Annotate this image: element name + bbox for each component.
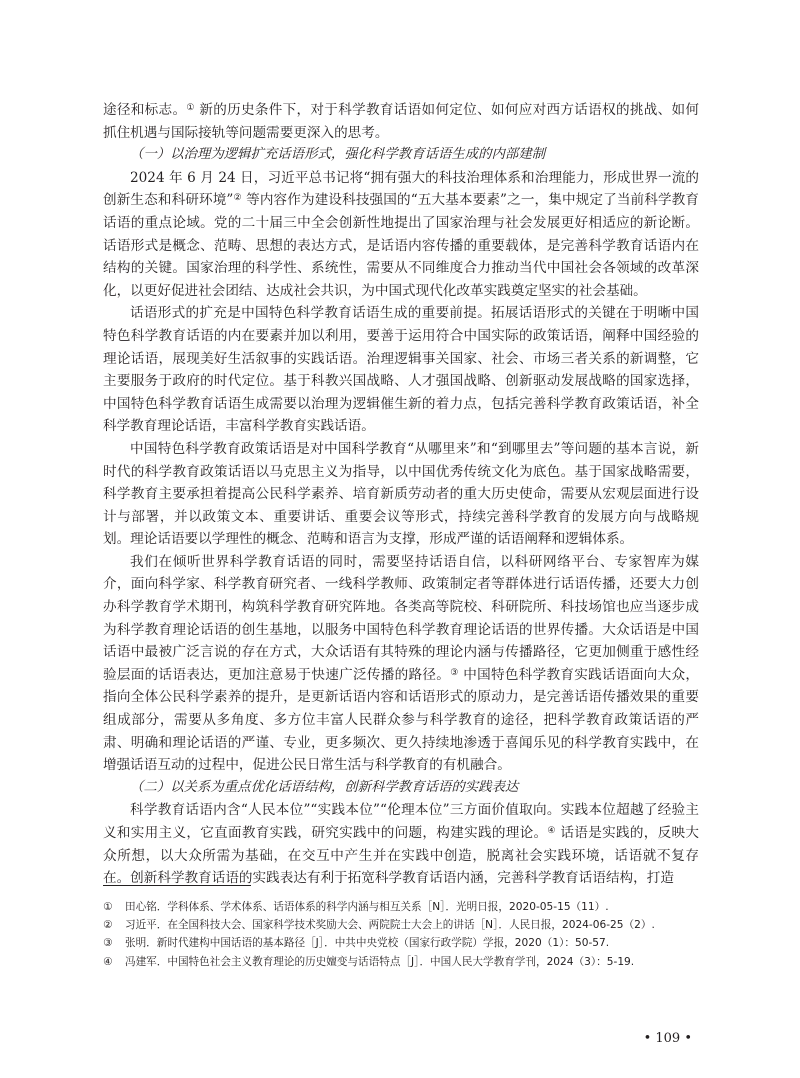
paragraph: 2024 年 6 月 24 日，习近平总书记将“拥有强大的科技治理体系和治理能力，形成世界一流的创新生态和科研环境”② 等内容作为建设科技强国的“五大基本要素”之一，集中规定了当前科学教育话语的重点论域。党的二十届三中全会创新性地提出了国家治理与社会发展更好相适应的新论断。话语形式是概念、范畴、思想的表达方式，是话语内容传播的重要载体，是完善科学教育话语内在结构的关键。国家治理的科学性、系统性，需要从不同维度合力推动当代中国社会各领域的改革深化，以更好促进社会团结、达成社会共识，为中国式现代化改革实践奠定坚实的社会基础。 [103,169,699,299]
footnote: ④ 冯建军．中国特色社会主义教育理论的历史嬗变与话语特点［J］．中国人民大学教育学刊，2024（3）：5-19. [103,955,635,968]
footnotes [103,898,703,971]
footnote-divider [103,885,251,886]
footnote-ref[interactable]: ① [186,103,195,113]
footnote-ref[interactable]: ④ [547,826,556,836]
paragraph: 话语形式的扩充是中国特色科学教育话语生成的重要前提。拓展话语形式的关键在于明晰中国特色科学教育话语的内在要素并加以利用，要善于运用符合中国实际的政策话语，阐释中国经验的理论话语，展现美好生活叙事的实践话语。治理逻辑事关国家、社会、市场三者关系的新调整，它主要服务于政府的时代定位。基于科教兴国战略、人才强国战略、创新驱动发展战略的国家选择，中国特色科学教育话语生成需要以治理为逻辑催生新的着力点，包括完善科学教育政策话语，补全科学教育理论话语，丰富科学教育实践话语。 [103,305,699,435]
footnote-ref[interactable]: ② [233,193,242,204]
footnote: ③ 张明．新时代建构中国话语的基本路径［J］．中共中央党校（国家行政学院）学报，2020（1）：50-57. [103,937,610,950]
section-heading: （一）以治理为逻辑扩充话语形式，强化科学教育话语生成的内部建制 [130,147,546,163]
paragraph: 途径和标志。① 新的历史条件下，对于科学教育话语如何定位、如何应对西方话语权的挑战、如何抓住机遇与国际接轨等问题需要更深入的思考。 [103,102,699,141]
paragraph: 我们在倾听世界科学教育话语的同时，需要坚持话语自信，以科研网络平台、专家智库为媒介，面向科学家、科学教育研究者、一线科学教师、政策制定者等群体进行话语传播，还要大力创办科学教育学术期刊，构筑科学教育研究阵地。各类高等院校、科研院所、科技场馆也应当逐步成为科学教育理论话语的创生基地，以服务中国特色科学教育理论话语的世界传播。大众话语是中国话语中最被广泛言说的存在方式，大众话语有其特殊的理论内涵与传播路径，它更加侧重于感性经验层面的话语表达，更加注意易于快速广泛传播的路径。③ 中国特色科学教育实践话语面向大众，指向全体公民科学素养的提升，是更新话语内容和话语形式的原动力，是完善话语传播效果的重要组成部分，需要从多角度、多方位丰富人民群众参与科学教育的途径，把科学教育政策话语的严肃、明确和理论话语的严谨、专业，更多频次、更久持续地渗透于喜闻乐见的科学教育实践中，在增强话语互动的过程中，促进公民日常生活与科学教育的有机融合。 [103,553,699,774]
body-text [103,99,699,890]
section-heading: （二）以关系为重点优化话语结构，创新科学教育话语的实践表达 [130,779,519,795]
footnote: ① 田心铭．学科体系、学术体系、话语体系的科学内涵与相互关系［N］．光明日报，2020-05-15（11）. [103,901,609,913]
paragraph: 科学教育话语内含“人民本位”“实践本位”“伦理本位”三方面价值取向。实践本位超越了经验主义和实用主义，它直面教育实践，研究实践中的问题，构建实践的理论。④ 话语是实践的，反映大众所想，以大众所需为基础，在交互中产生并在实践中创造，脱离社会实践环境，话语就不复存在。创新科学教育话语的实践表达有利于拓宽科学教育话语内涵，完善科学教育话语结构，打造 [103,802,699,887]
paragraph: 中国特色科学教育政策话语是对中国科学教育“从哪里来”和“到哪里去”等问题的基本言说，新时代的科学教育政策话语以马克思主义为指导，以中国优秀传统文化为底色。基于国家战略需要，科学教育主要承担着提高公民科学素养、培育新质劳动者的重大历史使命，需要从宏观层面进行设计与部署，并以政策文本、重要讲话、重要会议等形式，持续完善科学教育的发展方向与战略规划。理论话语要以学理性的概念、范畴和语言为支撑，形成严谨的话语阐释和逻辑体系。 [103,440,699,548]
footnote: ② 习近平．在全国科技大会、国家科学技术奖励大会、两院院士大会上的讲话［N］．人民日报，2024-06-25（2）. [103,919,655,932]
footnote-ref[interactable]: ③ [450,667,459,678]
page-number: • 109 • [643,1031,692,1046]
